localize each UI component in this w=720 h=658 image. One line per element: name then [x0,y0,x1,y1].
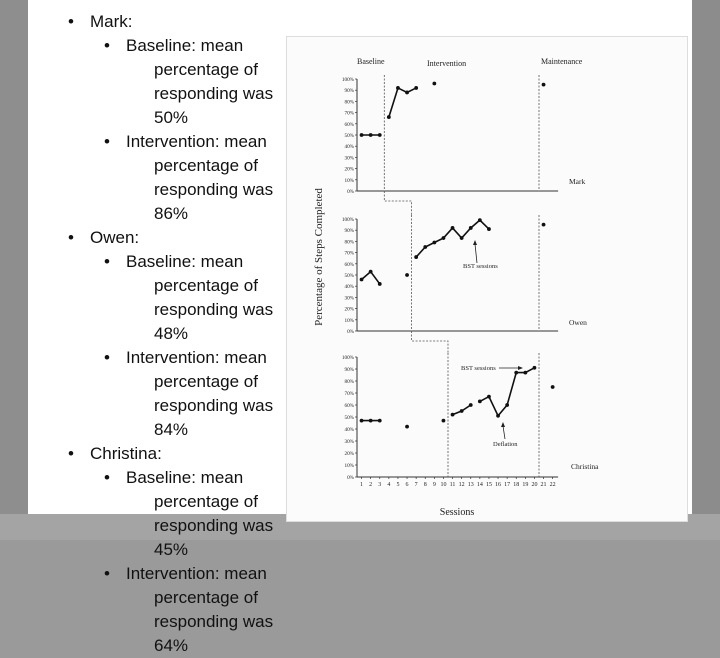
x-tick-label: 4 [387,482,391,488]
christina-series-line [480,368,535,416]
christina-data-point [487,395,491,399]
annotation-bst-christina: BST sessions [461,365,496,372]
x-tick-label: 13 [467,482,474,488]
annotation-deflation: Deflation [493,441,518,448]
christina-y-tick-label: 30% [344,439,354,445]
owen-data-point [478,218,482,222]
bullet-christina-intervention: • Intervention: mean percentage of responding was 64% [58,562,308,658]
owen-y-tick-label: 100% [341,217,354,223]
x-tick-label: 15 [485,482,492,488]
annotation-arrowhead [501,422,505,427]
mark-data-point [360,133,364,137]
christina-data-point [478,400,482,404]
mark-data-point [405,91,409,95]
owen-data-point [442,236,446,240]
christina-data-point [496,414,500,418]
owen-data-point [423,245,427,249]
owen-series-line [416,220,489,257]
phase-label-intervention: Intervention [427,59,467,68]
christina-data-point [533,366,537,370]
x-tick-label: 2 [369,482,373,488]
christina-data-point [451,413,455,417]
christina-data-point [523,371,527,375]
christina-data-point [405,425,409,429]
mark-data-point [369,133,373,137]
owen-data-point [378,282,382,286]
owen-y-tick-label: 80% [344,239,354,246]
christina-data-point [442,419,446,423]
owen-data-point [460,236,464,240]
phase-label-maintenance: Maintenance [541,57,583,66]
participant-label-christina: Christina [571,462,599,471]
phase-connector-2 [412,331,448,353]
mark-y-tick-label: 80% [344,99,354,106]
christina-data-point [514,371,518,375]
x-tick-label: 16 [495,482,502,488]
owen-y-tick-label: 0% [347,329,354,335]
owen-data-point [451,226,455,230]
mark-y-tick-label: 50% [344,133,354,139]
christina-data-point [360,419,364,423]
owen-y-tick-label: 50% [344,273,354,279]
bullet-owen: • Owen: [58,226,308,250]
participant-label-owen: Owen [569,318,587,327]
phase-label-baseline: Baseline [357,57,385,66]
phase-connector-1 [384,191,411,215]
multiple-baseline-chart [287,37,687,521]
annotation-arrowhead [518,366,523,370]
bullet-list [58,10,308,658]
owen-data-point [432,241,436,245]
mark-data-point [432,82,436,86]
annotation-bst-owen: BST sessions [463,263,498,270]
christina-y-tick-label: 100% [341,355,354,361]
annotation-arrowhead [473,240,477,245]
owen-y-tick-label: 70% [344,250,354,257]
christina-data-point [505,403,509,407]
mark-data-point [387,115,391,119]
owen-data-point [405,273,409,277]
christina-y-tick-label: 60% [344,403,354,409]
bullet-mark-intervention: • Intervention: mean percentage of responding was 86% [58,130,308,226]
christina-y-tick-label: 20% [344,451,354,457]
christina-y-tick-label: 40% [344,427,354,433]
bullet-mark: • Mark: [58,10,308,34]
mark-y-tick-label: 0% [347,189,354,195]
owen-data-point [414,255,418,259]
x-tick-label: 8 [423,482,427,488]
x-tick-label: 21 [540,482,547,488]
christina-data-point [551,385,555,389]
mark-data-point [378,133,382,137]
mark-y-tick-label: 90% [344,88,354,95]
multiple-baseline-figure [286,36,688,522]
background-tile [0,0,28,540]
background-tile [692,0,720,540]
x-tick-label: 17 [504,482,511,488]
owen-y-tick-label: 20% [344,306,354,313]
owen-data-point [360,278,364,282]
x-tick-label: 18 [513,482,520,488]
mark-y-tick-label: 30% [344,155,354,162]
owen-y-tick-label: 90% [344,228,354,235]
christina-y-tick-label: 80% [344,379,354,385]
bullet-mark-baseline: • Baseline: mean percentage of responding was 50% [58,34,308,130]
x-tick-label: 20 [531,482,538,488]
christina-y-tick-label: 50% [344,415,354,421]
x-tick-label: 1 [360,482,364,488]
christina-y-tick-label: 70% [344,391,354,397]
owen-data-point [369,270,373,274]
mark-y-tick-label: 40% [344,144,354,151]
mark-y-tick-label: 10% [344,177,354,184]
christina-data-point [469,403,473,407]
owen-y-tick-label: 40% [344,284,354,291]
owen-y-tick-label: 10% [344,317,354,324]
mark-series-line [389,88,416,117]
x-tick-label: 19 [522,482,529,488]
christina-y-tick-label: 90% [344,367,354,373]
x-tick-label: 9 [432,482,436,488]
x-tick-label: 22 [549,482,556,488]
mark-data-point [542,83,546,87]
bullet-christina-baseline: • Baseline: mean percentage of responding was 45% [58,466,308,562]
x-tick-label: 3 [378,482,382,488]
mark-data-point [396,86,400,90]
owen-data-point [542,223,546,227]
x-tick-label: 14 [476,482,483,488]
x-tick-label: 10 [440,482,447,488]
christina-data-point [460,409,464,413]
bullet-owen-baseline: • Baseline: mean percentage of responding was 48% [58,250,308,346]
mark-y-tick-label: 70% [344,110,354,117]
x-tick-label: 12 [458,482,465,488]
christina-y-tick-label: 10% [344,463,354,469]
annotation-arrow-bst-owen [475,244,477,263]
x-axis-label: Sessions [439,507,475,518]
christina-y-tick-label: 0% [347,475,354,481]
mark-y-tick-label: 100% [341,77,354,83]
mark-y-tick-label: 20% [344,166,354,173]
owen-data-point [487,227,491,231]
owen-data-point [469,226,473,230]
x-tick-label: 6 [405,482,409,488]
x-tick-label: 5 [396,482,400,488]
annotation-arrow-deflation [503,426,505,439]
christina-data-point [369,419,373,423]
x-tick-label: 11 [449,482,456,488]
bullet-owen-intervention: • Intervention: mean percentage of responding was 84% [58,346,308,442]
participant-label-mark: Mark [569,177,586,186]
y-axis-label: Percentage of Steps Completed [313,188,325,326]
owen-y-tick-label: 30% [344,295,354,302]
owen-y-tick-label: 60% [344,261,354,268]
x-tick-label: 7 [414,482,418,488]
christina-data-point [378,419,382,423]
mark-data-point [414,86,418,90]
mark-y-tick-label: 60% [344,121,354,128]
bullet-christina: • Christina: [58,442,308,466]
